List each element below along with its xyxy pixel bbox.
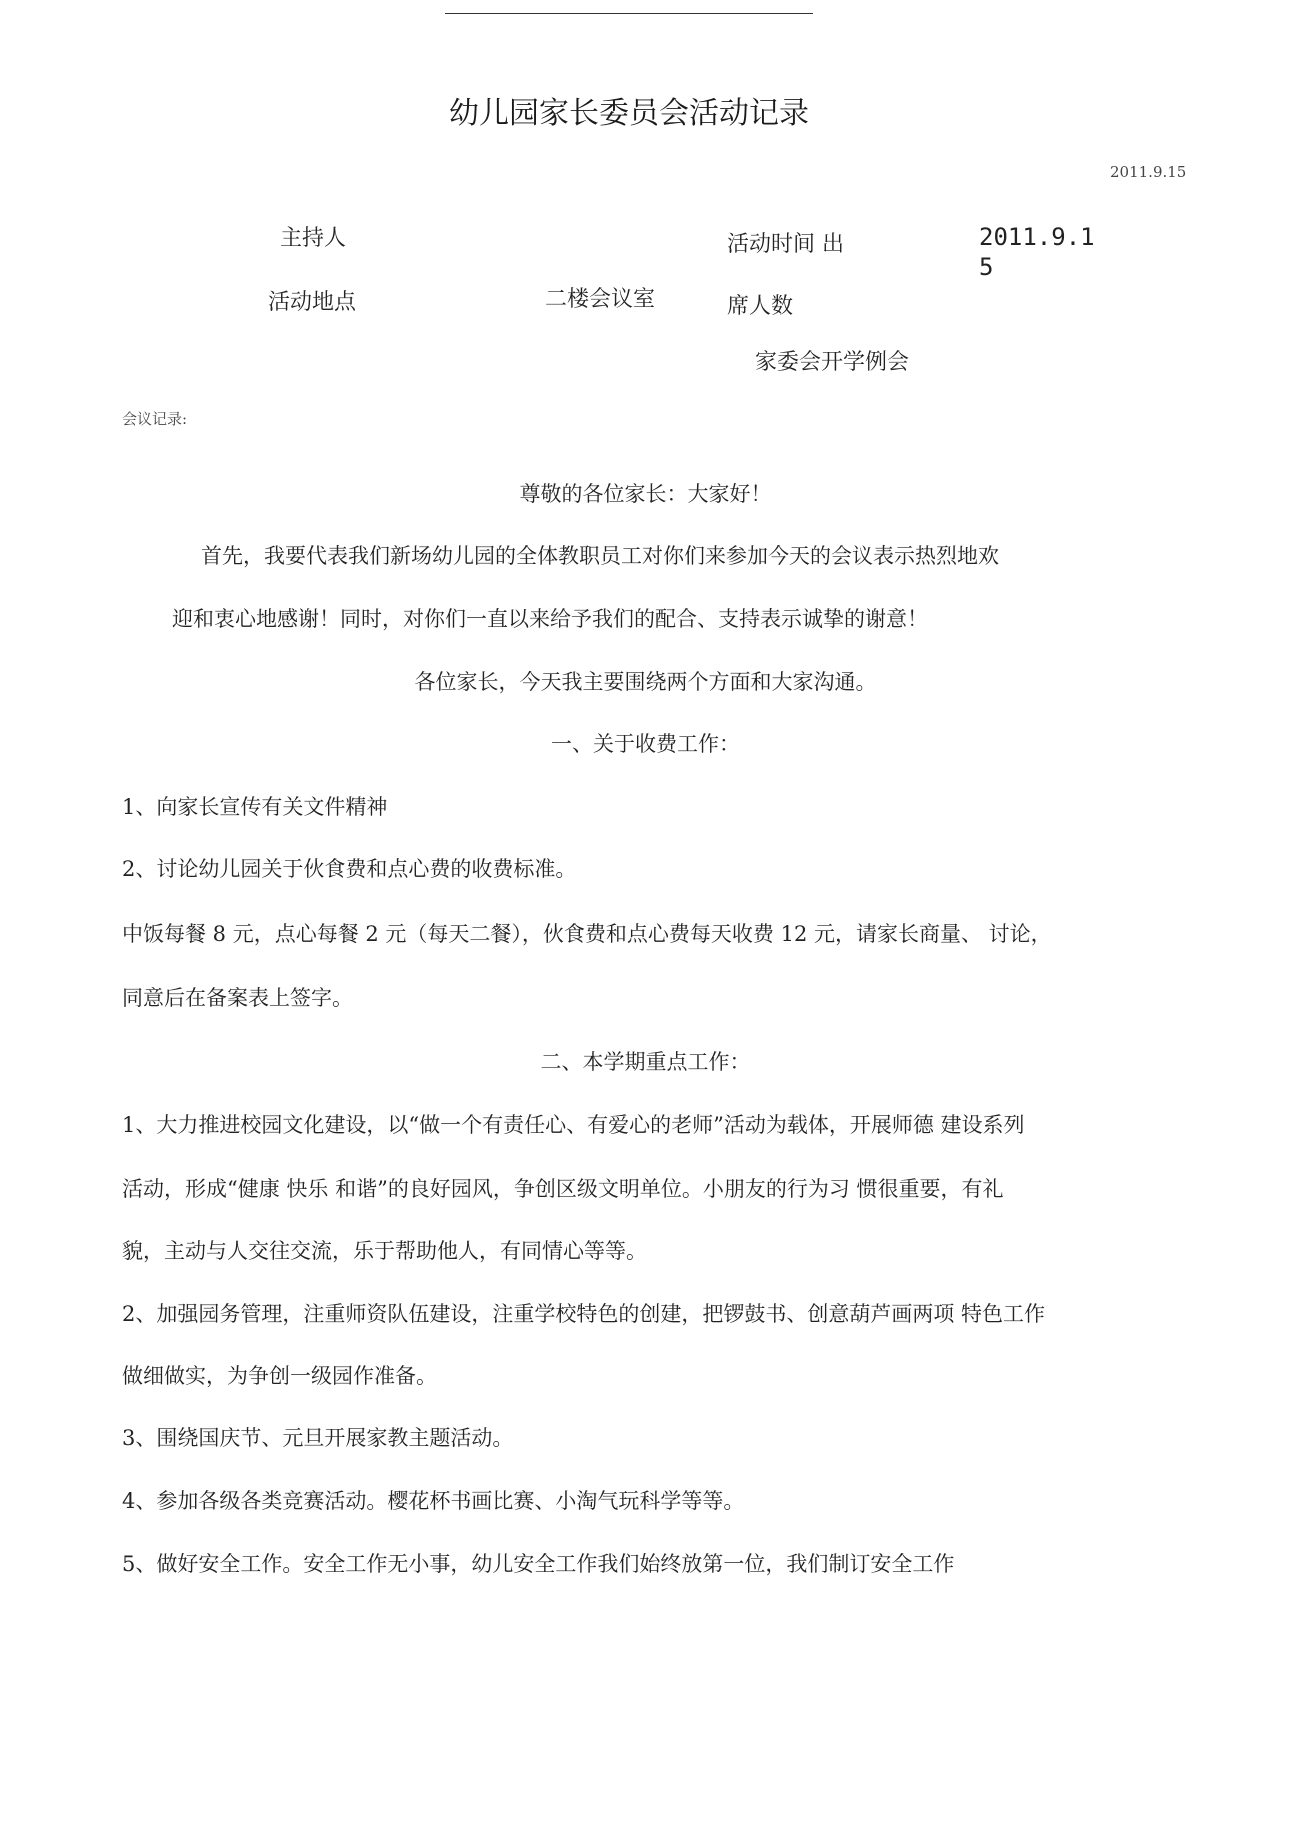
section-2-item-1-line-3: 貌，主动与人交往交流，乐于帮助他人，有同情心等等。 (122, 1239, 647, 1263)
section-2-item-1-line-2: 活动，形成“健康 快乐 和谐”的良好园风，争创区级文明单位。小朋友的行为习 惯很重要，有礼 (122, 1177, 1004, 1201)
section-1-heading: 一、关于收费工作： (551, 732, 740, 756)
fee-line-2: 同意后在备案表上签字。 (122, 986, 353, 1010)
section-2-heading: 二、本学期重点工作： (540, 1050, 751, 1074)
section-2-item-2-line-2: 做细做实，为争创一级园作准备。 (122, 1364, 437, 1388)
section-2-item-4: 4、参加各级各类竞赛活动。樱花杯书画比赛、小淘气玩科学等等。 (122, 1489, 745, 1513)
intro-line-1: 首先，我要代表我们新场幼儿园的全体教职员工对你们来参加今天的会议表示热烈地欢 (201, 544, 999, 568)
section-2-item-2-line-1: 2、加强园务管理，注重师资队伍建设，注重学校特色的创建，把锣鼓书、创意葫芦画两项 特色工作 (122, 1302, 1046, 1326)
overview: 各位家长，今天我主要围绕两个方面和大家沟通。 (414, 670, 877, 694)
place-value: 二楼会议室 (545, 287, 656, 312)
place-label: 活动地点 (268, 290, 357, 315)
intro-line-2: 迎和衷心地感谢！同时，对你们一直以来给予我们的配合、支持表示诚挚的谢意！ (172, 607, 928, 631)
time-value (979, 222, 1095, 282)
fee-line-1: 中饭每餐 8 元，点心每餐 2 元（每天二餐），伙食费和点心费每天收费 12 元，请家长商量、 讨论， (122, 922, 1052, 946)
time-value-line1: 2011.9.1 (979, 223, 1095, 251)
attendance-label: 席人数 (727, 294, 794, 319)
time-label: 活动时间 出 (727, 232, 844, 257)
section-1-item-1: 1、向家长宣传有关文件精神 (122, 795, 388, 819)
greeting: 尊敬的各位家长：大家好！ (519, 482, 772, 506)
section-2-item-5: 5、做好安全工作。安全工作无小事，幼儿安全工作我们始终放第一位，我们制订安全工作 (122, 1552, 955, 1576)
header-rule (445, 13, 813, 14)
document-title: 幼儿园家长委员会活动记录 (449, 96, 809, 131)
section-2-item-1-line-1: 1、大力推进校园文化建设，以“做一个有责任心、有爱心的老师”活动为载体，开展师德 建设系列 (122, 1113, 1025, 1137)
time-value-line2: 5 (979, 253, 994, 281)
meeting-topic: 家委会开学例会 (755, 350, 910, 375)
section-2-item-3: 3、围绕国庆节、元旦开展家教主题活动。 (122, 1426, 514, 1450)
minutes-label: 会议记录: (122, 410, 188, 428)
section-1-item-2: 2、讨论幼儿园关于伙食费和点心费的收费标准。 (122, 857, 577, 881)
host-label: 主持人 (280, 226, 347, 251)
document-date: 2011.9.15 (1110, 163, 1187, 181)
